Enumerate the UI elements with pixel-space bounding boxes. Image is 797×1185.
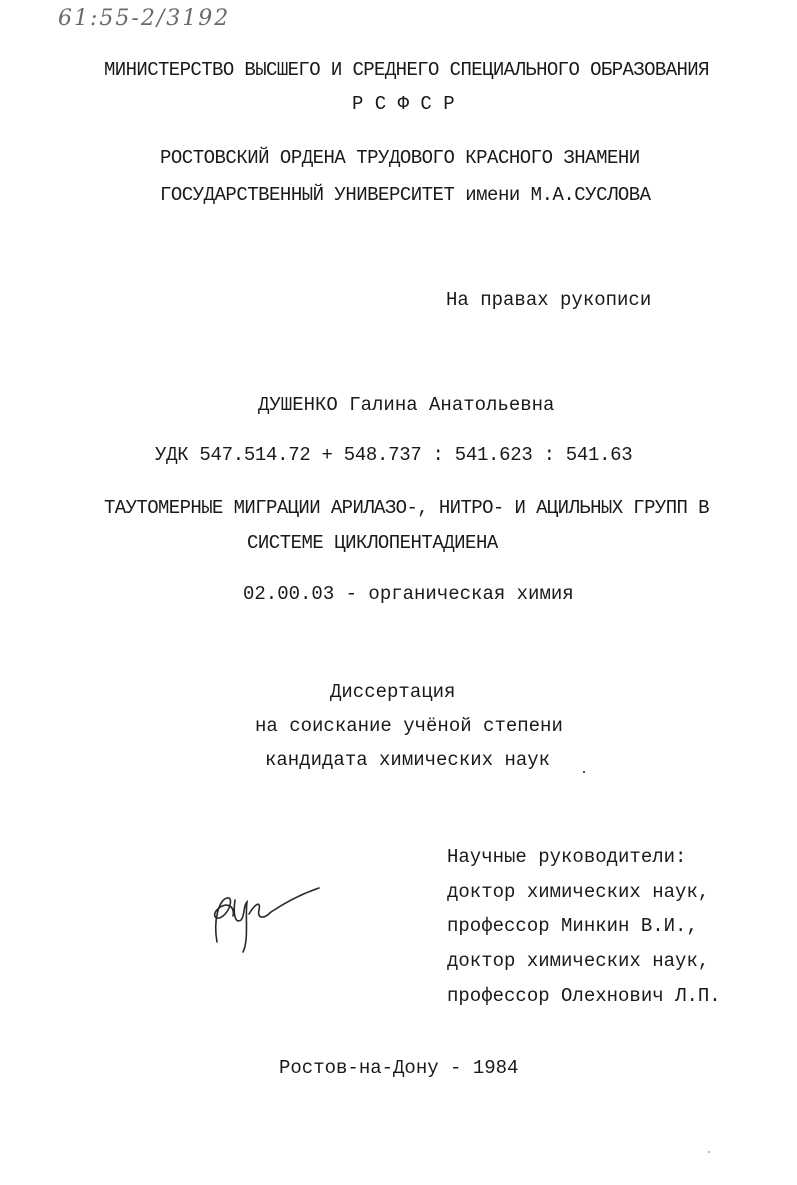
author-name: ДУШЕНКО Галина Анатольевна xyxy=(258,394,555,416)
supervisor-line-4: профессор Олехнович Л.П. xyxy=(447,985,721,1007)
manuscript-rights: На правах рукописи xyxy=(446,289,652,311)
university-line-1: РОСТОВСКИЙ ОРДЕНА ТРУДОВОГО КРАСНОГО ЗНАМЕНИ xyxy=(160,147,640,169)
university-line-2: ГОСУДАРСТВЕННЫЙ УНИВЕРСИТЕТ имени М.А.СУСЛОВА xyxy=(160,184,651,206)
specialty: 02.00.03 - органическая химия xyxy=(243,583,574,605)
supervisors-heading: Научные руководители: xyxy=(447,846,687,868)
speck-mark xyxy=(583,771,585,773)
handwritten-signature xyxy=(205,880,325,960)
thesis-title-line-1: ТАУТОМЕРНЫЕ МИГРАЦИИ АРИЛАЗО-, НИТРО- И АЦИЛЬНЫХ ГРУПП В xyxy=(104,497,709,519)
supervisor-line-1: доктор химических наук, xyxy=(447,881,710,903)
supervisor-line-2: профессор Минкин В.И., xyxy=(447,915,698,937)
degree-line-2: на соискание учёной степени xyxy=(255,715,563,737)
archive-number-handwritten: 61:55-2/3192 xyxy=(58,6,231,31)
udc-code: УДК 547.514.72 + 548.737 : 541.623 : 541.63 xyxy=(155,444,633,466)
degree-line-3: кандидата химических наук xyxy=(265,749,551,771)
speck-mark-bottom xyxy=(708,1151,710,1153)
ministry-line: МИНИСТЕРСТВО ВЫСШЕГО И СРЕДНЕГО СПЕЦИАЛЬНОГО ОБРАЗОВАНИЯ xyxy=(104,59,709,81)
thesis-title-line-2: СИСТЕМЕ ЦИКЛОПЕНТАДИЕНА xyxy=(247,532,498,554)
place-and-year: Ростов-на-Дону - 1984 xyxy=(279,1057,519,1079)
republic-line: Р С Ф С Р xyxy=(352,93,455,115)
degree-line-1: Диссертация xyxy=(330,681,456,703)
supervisor-line-3: доктор химических наук, xyxy=(447,950,710,972)
